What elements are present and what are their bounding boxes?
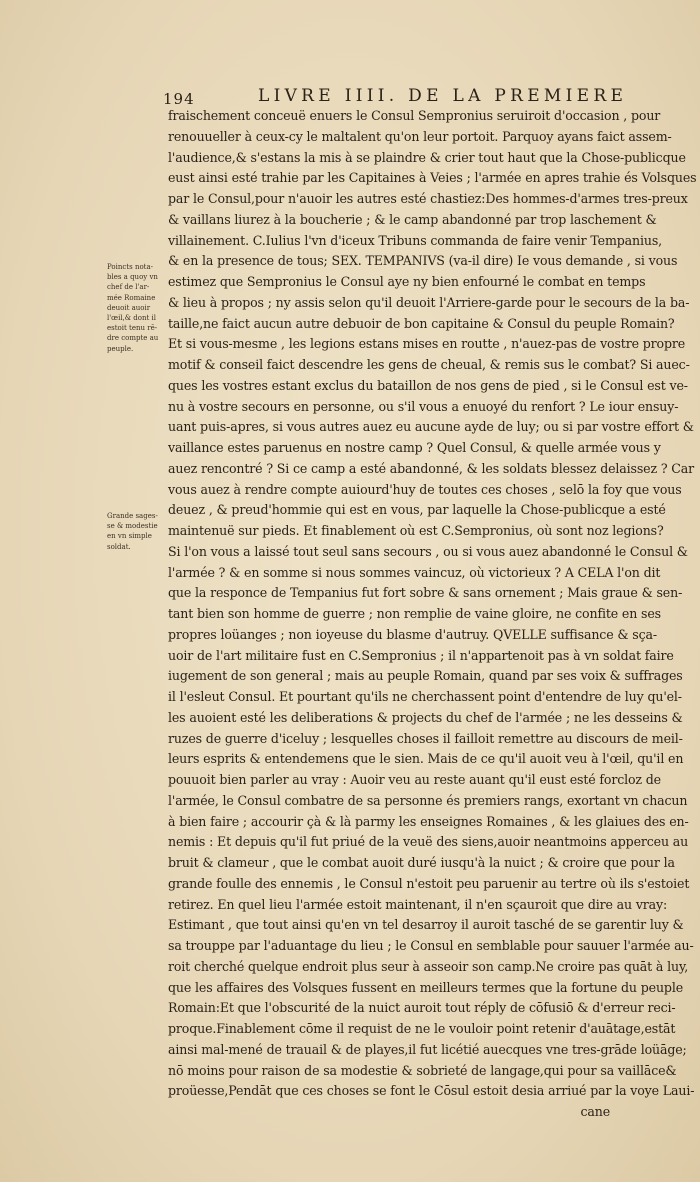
text-line: l'audience,& s'estans la mis à se plaindre & crier tout haut que la Chose-publicque: [168, 149, 686, 165]
text-line: que les affaires des Volsques fussent en meilleurs termes que la fortune du peuple: [168, 979, 683, 995]
text-line: taille,ne faict aucun autre debuoir de bon capitaine & Consul du peuple Romain?: [168, 315, 675, 331]
catchword: cane: [580, 1104, 610, 1119]
text-line: à bien faire ; accourir çà & là parmy les enseignes Romaines , & les glaiues des en-: [168, 813, 689, 829]
text-line: que la responce de Tempanius fut fort sobre & sans ornement ; Mais graue & sen-: [168, 585, 683, 601]
text-line: vaillance estes paruenus en nostre camp ? Quel Consul, & quelle armée vous y: [168, 440, 661, 455]
text-line: ques les vostres estant exclus du bataillon de nos gens de pied , si le Consul est ve-: [168, 377, 688, 393]
text-line: renouueller à ceux-cy le maltalent qu'on leur portoit. Parquoy ayans faict assem-: [168, 128, 672, 144]
text-line: proüesse,Pendāt que ces choses se font le Cōsul estoit desia arriué par la voye Laui-: [168, 1083, 695, 1099]
text-line: roit cherché quelque endroit plus seur à asseoir son camp.Ne croire pas quāt à luy,: [168, 958, 689, 974]
running-head: LIVRE IIII. DE LA PREMIERE: [258, 86, 628, 106]
text-line: par le Consul,pour n'auoir les autres esté chastiez:Des hommes-d'armes tres-preux: [168, 191, 688, 206]
text-line: ainsi mal-mené de trauail & de playes,il fut licétié auecques vne tres-grāde loüāge;: [168, 1041, 687, 1057]
text-line: ruzes de guerre d'iceluy ; lesquelles choses il failloit remettre au discours de meil-: [168, 730, 683, 746]
text-line: nō moins pour raison de sa modestie & sobrieté de langage,qui pour sa vaillāce&: [168, 1062, 677, 1078]
margin-note-line: mée Romaine: [107, 293, 156, 302]
margin-note-line: soldat.: [107, 542, 131, 551]
text-line: maintenuë sur pieds. Et finablement où est C.Sempronius, où sont noz legions?: [168, 523, 664, 538]
text-line: Estimant , que tout ainsi qu'en vn tel desarroy il auroit tasché de se garentir luy &: [168, 917, 684, 933]
text-line: sa trouppe par l'aduantage du lieu ; le Consul en semblable pour sauuer l'armée au-: [168, 938, 694, 953]
text-line: & vaillans liurez à la boucherie ; & le camp abandonné par trop laschement &: [168, 211, 657, 227]
text-line: Et si vous-mesme , les legions estans mises en routte , n'auez-pas de vostre propre: [168, 336, 686, 352]
text-line: nemis : Et depuis qu'il fut priué de la veuë des siens,auoir neantmoins apperceu au: [168, 834, 689, 850]
margin-note-line: peuple.: [107, 344, 134, 353]
text-line: iugement de son general ; mais au peuple Romain, quand par ses voix & suffrages: [168, 668, 683, 684]
text-line: Romain:Et que l'obscurité de la nuict auroit tout réply de cōfusiō & d'erreur reci-: [168, 1000, 676, 1016]
page-number: 194: [163, 90, 195, 108]
margin-note-line: en vn simple: [107, 532, 152, 541]
text-line: auez rencontré ? Si ce camp a esté abandonné, & les soldats blessez delaissez ? Car: [168, 460, 694, 476]
margin-note-line: Poincts nota-: [107, 263, 154, 271]
text-line: retirez. En quel lieu l'armée estoit maintenant, il n'en sçauroit que dire au vray:: [168, 896, 668, 912]
text-line: Si l'on vous a laissé tout seul sans secours , ou si vous auez abandonné le Consul &: [168, 543, 688, 559]
margin-note-line: deuoit auoir: [107, 303, 151, 312]
body-text: [168, 106, 697, 1123]
text-line: estimez que Sempronius le Consul aye ny bien enfourné le combat en temps: [168, 274, 646, 289]
text-line: grande foulle des ennemis , le Consul n'estoit peu paruenir au tertre où ils s'estoiet: [168, 875, 690, 891]
text-line: il l'esleut Consul. Et pourtant qu'ils ne cherchassent point d'entendre de luy qu'el-: [168, 689, 682, 704]
text-line: bruit & clameur , que le combat auoit duré iusqu'à la nuict ; & croire que pour la: [168, 855, 675, 870]
margin-note-line: se & modestie: [107, 522, 158, 531]
margin-note-line: Grande sages-: [107, 512, 158, 520]
margin-note: [107, 511, 169, 552]
margin-note-line: bles a quoy vn: [107, 273, 158, 282]
text-line: leurs esprits & entendemens que le sien. Mais de ce qu'il auoit veu à l'œil, qu'il en: [168, 751, 684, 767]
margin-note-line: estoit tenu rē-: [107, 324, 158, 333]
text-line: villainement. C.Iulius l'vn d'iceux Tribuns commanda de faire venir Tempanius,: [168, 232, 663, 248]
margin-note-line: l'œil,& dont il: [107, 314, 156, 323]
text-line: motif & conseil faict descendre les gens de cheual, & remis sus le combat? Si auec-: [168, 357, 690, 372]
text-line: l'armée ? & en somme si nous sommes vaincuz, où victorieux ? A CELA l'on dit: [168, 564, 661, 580]
text-line: uoir de l'art militaire fust en C.Sempronius ; il n'appartenoit pas à vn soldat faire: [168, 647, 674, 663]
text-line: uant puis-apres, si vous autres auez eu aucune ayde de luy; ou si par vostre effort &: [168, 419, 694, 435]
text-line: pouuoit bien parler au vray : Auoir veu au reste auant qu'il eust esté forcloz de: [168, 772, 661, 787]
text-line: tant bien son homme de guerre ; non remplie de vaine gloire, ne confite en ses: [168, 606, 661, 621]
text-line: fraischement conceuë enuers le Consul Sempronius seruiroit d'occasion , pour: [168, 108, 661, 123]
page-header: [163, 86, 628, 108]
margin-note-line: dre compte au: [107, 334, 159, 343]
margin-note-line: chef de l'ar-: [107, 283, 150, 292]
text-line: l'armée, le Consul combatre de sa personne és premiers rangs, exortant vn chacun: [168, 792, 688, 808]
margin-note: [107, 262, 169, 354]
text-line: & lieu à propos ; ny assis selon qu'il deuoit l'Arriere-garde pour le secours de la ba-: [168, 294, 690, 310]
text-line: proque.Finablement cōme il requist de ne le vouloir point retenir d'auātage,estāt: [168, 1021, 676, 1036]
text-line: vous auez à rendre compte auiourd'huy de toutes ces choses , selō la foy que vous: [168, 481, 682, 497]
text-line: deuez , & preud'hommie qui est en vous, par laquelle la Chose-publicque a esté: [168, 502, 666, 518]
text-line: les auoient esté les deliberations & projects du chef de l'armée ; ne les desseins &: [168, 709, 683, 725]
text-line: eust ainsi esté trahie par les Capitaines à Veies ; l'armée en apres trahie és Volsques: [168, 170, 697, 186]
text-line: nu à vostre secours en personne, ou s'il vous a enuoyé du renfort ? Le iour ensuy-: [168, 398, 679, 414]
text-line: & en la presence de tous; SEX. TEMPANIVS (va-il dire) Ie vous demande , si vous: [168, 253, 678, 269]
text-line: propres loüanges ; non ioyeuse du blasme d'autruy. QVELLE suffisance & sça-: [168, 626, 657, 642]
